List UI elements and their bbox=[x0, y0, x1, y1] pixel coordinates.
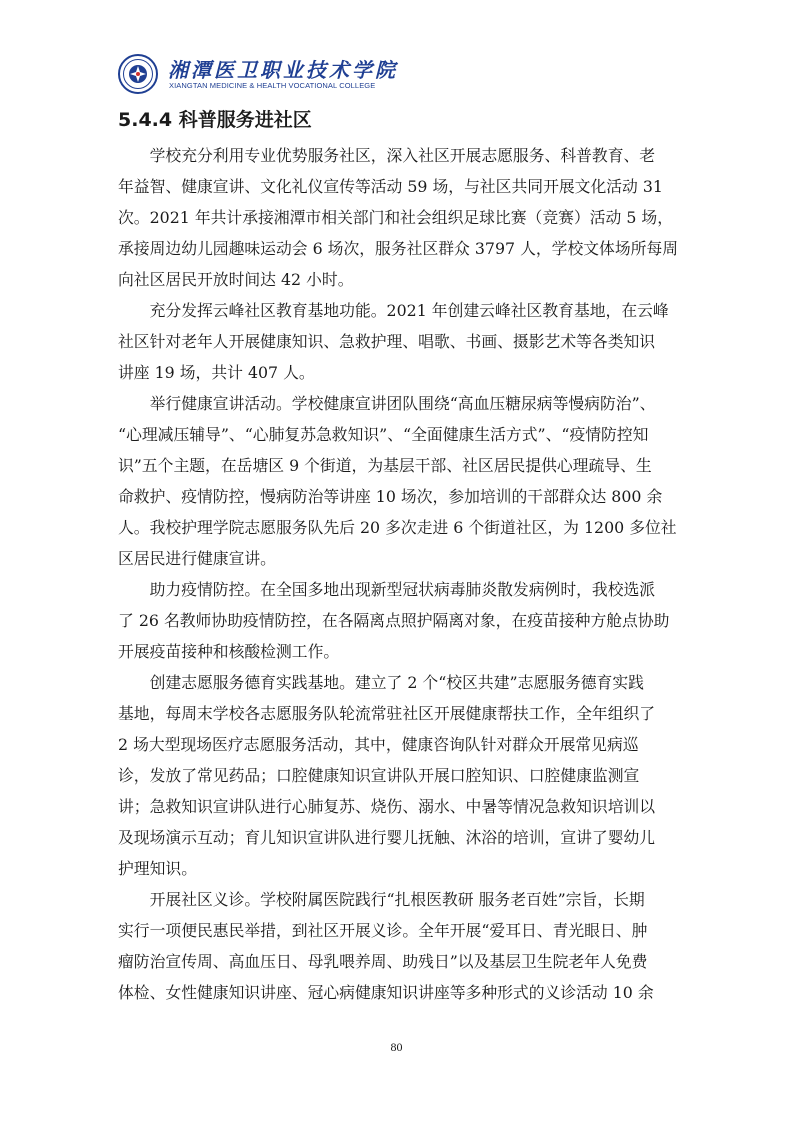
paragraph bbox=[118, 574, 680, 667]
college-name-en: XIANGTAN MEDICINE & HEALTH VOCATIONAL COLLEGE bbox=[169, 81, 376, 90]
text-line: 实行一项便民惠民举措，到社区开展义诊。全年开展“爱耳日、青光眼日、肿 bbox=[118, 921, 648, 940]
page-number: 80 bbox=[390, 1040, 403, 1054]
paragraph bbox=[118, 140, 680, 295]
text-line: 开展疫苗接种和核酸检测工作。 bbox=[118, 642, 340, 661]
text-line: 举行健康宣讲活动。学校健康宣讲团队围绕“高血压糖尿病等慢病防治”、 bbox=[149, 394, 656, 413]
body-text bbox=[118, 140, 680, 1008]
text-line: 次。2021 年共计承接湘潭市相关部门和社会组织足球比赛（竞赛）活动 5 场， bbox=[118, 208, 674, 227]
text-line: 学校充分利用专业优势服务社区，深入社区开展志愿服务、科普教育、老 bbox=[149, 146, 656, 165]
paragraph bbox=[118, 667, 680, 884]
text-line: 开展社区义诊。学校附属医院践行“扎根医教研 服务老百姓”宗旨，长期 bbox=[149, 890, 645, 909]
paragraph bbox=[118, 295, 680, 388]
text-line: 承接周边幼儿园趣味运动会 6 场次，服务社区群众 3797 人，学校文体场所每周 bbox=[118, 239, 679, 258]
paragraph bbox=[118, 388, 680, 574]
text-line: 诊，发放了常见药品；口腔健康知识宣讲队开展口腔知识、口腔健康监测宣 bbox=[118, 766, 640, 785]
college-emblem-icon bbox=[118, 54, 158, 94]
text-line: 护理知识。 bbox=[118, 859, 197, 878]
text-line: 识”五个主题，在岳塘区 9 个街道，为基层干部、社区居民提供心理疏导、生 bbox=[118, 456, 652, 475]
page-header bbox=[112, 50, 412, 98]
text-line: 创建志愿服务德育实践基地。建立了 2 个“校区共建”志愿服务德育实践 bbox=[149, 673, 644, 692]
text-line: 向社区居民开放时间达 42 小时。 bbox=[118, 270, 354, 289]
text-line: 人。我校护理学院志愿服务队先后 20 多次走进 6 个街道社区，为 1200 多位社 bbox=[118, 518, 677, 537]
text-line: 助力疫情防控。在全国多地出现新型冠状病毒肺炎散发病例时，我校选派 bbox=[149, 580, 656, 599]
text-line: 讲座 19 场，共计 407 人。 bbox=[118, 363, 315, 382]
text-line: 命救护、疫情防控，慢病防治等讲座 10 场次，参加培训的干部群众达 800 余 bbox=[118, 487, 663, 506]
text-line: 充分发挥云峰社区教育基地功能。2021 年创建云峰社区教育基地，在云峰 bbox=[149, 301, 669, 320]
text-line: 及现场演示互动；育儿知识宣讲队进行婴儿抚触、沐浴的培训，宣讲了婴幼儿 bbox=[118, 828, 656, 847]
section-title: 5.4.4 科普服务进社区 bbox=[118, 109, 312, 131]
text-line: “心理减压辅导”、“心肺复苏急救知识”、“全面健康生活方式”、“疫情防控知 bbox=[118, 425, 649, 444]
college-name-cn: 湘潭医卫职业技术学院 bbox=[168, 58, 398, 82]
text-line: 基地，每周末学校各志愿服务队轮流常驻社区开展健康帮扶工作，全年组织了 bbox=[118, 704, 656, 723]
text-line: 瘤防治宣传周、高血压日、母乳喂养周、助残日”以及基层卫生院老年人免费 bbox=[118, 952, 648, 971]
text-line: 体检、女性健康知识讲座、冠心病健康知识讲座等多种形式的义诊活动 10 余 bbox=[118, 983, 654, 1002]
paragraph bbox=[118, 884, 680, 1008]
text-line: 社区针对老年人开展健康知识、急救护理、唱歌、书画、摄影艺术等各类知识 bbox=[118, 332, 656, 351]
text-line: 区居民进行健康宣讲。 bbox=[118, 549, 276, 568]
text-line: 2 场大型现场医疗志愿服务活动，其中，健康咨询队针对群众开展常见病巡 bbox=[118, 735, 639, 754]
text-line: 讲；急救知识宣讲队进行心肺复苏、烧伤、溺水、中暑等情况急救知识培训以 bbox=[118, 797, 656, 816]
text-line: 年益智、健康宣讲、文化礼仪宣传等活动 59 场，与社区共同开展文化活动 31 bbox=[118, 177, 663, 196]
text-line: 了 26 名教师协助疫情防控，在各隔离点照护隔离对象，在疫苗接种方舱点协助 bbox=[118, 611, 670, 630]
